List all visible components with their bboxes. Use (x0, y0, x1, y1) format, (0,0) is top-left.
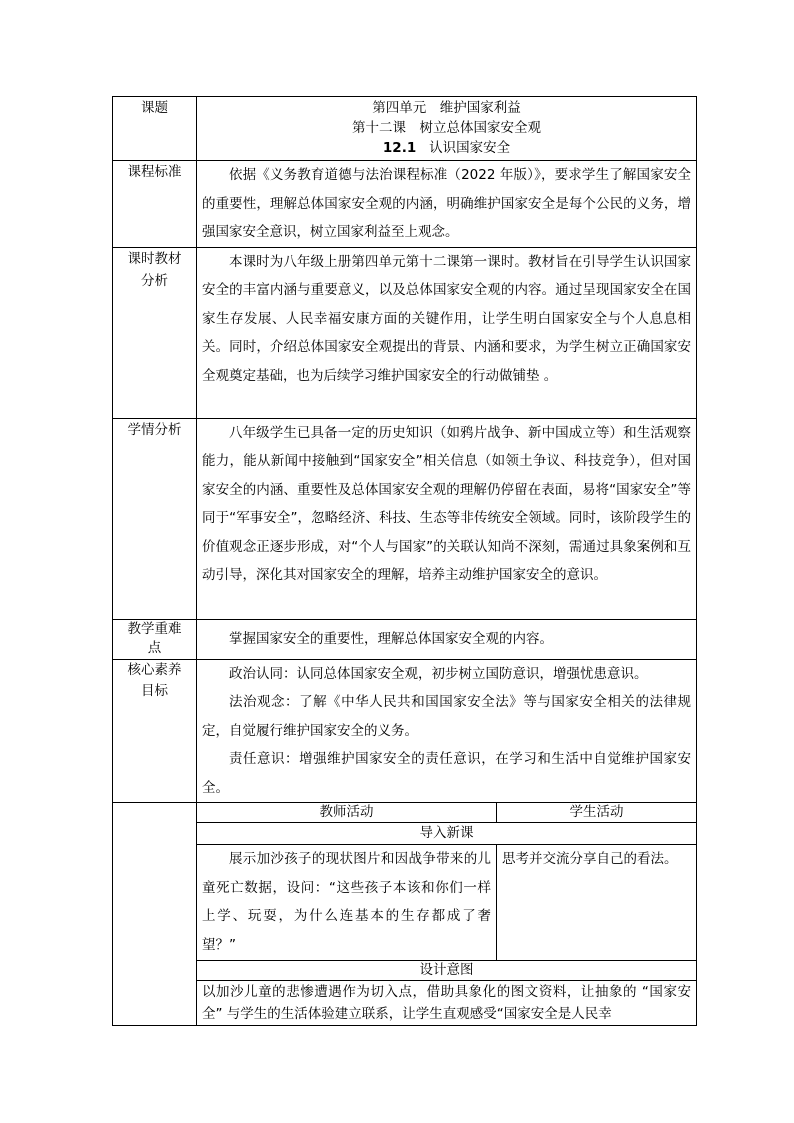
intro-activity-row (113, 845, 697, 961)
material-analysis-row (113, 247, 697, 418)
material-analysis-label (113, 247, 197, 418)
key-points-row (113, 619, 697, 659)
topic-row (113, 97, 697, 161)
key-points-label: 教学重难点 (113, 619, 197, 659)
student-analysis-text: 八年级学生已具备一定的历史知识（如鸦片战争、新中国成立等）和生活观察能力，能从新闻中接触到“国家安全”相关信息（如领土争议、科技竞争），但对国家安全的内涵、重要性及总体国家安全观的理解仍停留在表面，易将“国家安全”等同于“军事安全”，忽略经济、科技、生态等非传统安全领域。同时，该阶段学生的价值观念正逐步形成，对“个人与国家”的关联认知尚不深刻，需通过具象案例和互动引导，深化其对国家安全的理解，培养主动维护国家安全的意识。 (202, 424, 691, 583)
intro-header-row (113, 823, 697, 845)
responsibility-text: 责任意识：增强维护国家安全的责任意识，在学习和生活中自觉维护国家安全。 (202, 751, 691, 796)
material-analysis-text: 本课时为八年级上册第四单元第十二课第一课时。教材旨在引导学生认识国家安全的丰富内涵与重要意义，以及总体国家安全观的内容。通过呈现国家安全在国家生存发展、人民幸福安康方面的关键作用，让学生明白国家安全与个人息息相关。同时，介绍总体国家安全观提出的背景、内涵和要求，为学生树立正确国家安全观奠定基础，也为后续学习维护国家安全的行动做铺垫 。 (202, 253, 691, 384)
teacher-activity-header: 教师活动 (197, 803, 497, 823)
unit-title: 第四单元 维护国家利益 (372, 100, 521, 116)
core-literacy-label-line1: 核心素养 (127, 661, 182, 678)
material-analysis-label-line2: 分析 (141, 272, 168, 289)
lesson-title: 第十二课 树立总体国家安全观 (352, 120, 541, 136)
core-literacy-row (113, 659, 697, 803)
curriculum-standard-cell (197, 161, 697, 248)
activities-side-cell (113, 803, 197, 1026)
activities-header-row (113, 803, 697, 823)
teacher-activity-cell (197, 845, 497, 961)
curriculum-standard-label: 课程标准 (113, 161, 197, 248)
material-analysis-cell (197, 247, 697, 418)
curriculum-standard-row (113, 161, 697, 248)
design-intent-header: 设计意图 (197, 961, 697, 981)
teacher-activity-text: 展示加沙孩子的现状图片和因战争带来的儿童死亡数据，设问：“这些孩子本该和你们一样上学、玩耍，为什么连基本的生存都成了奢望？” (202, 851, 491, 953)
topic-label: 课题 (113, 97, 197, 161)
intro-header: 导入新课 (197, 823, 697, 845)
student-analysis-label: 学情分析 (113, 418, 197, 619)
core-literacy-label (113, 659, 197, 803)
material-analysis-label-line1: 课时教材 (127, 250, 182, 267)
lesson-plan-table (112, 96, 697, 1026)
political-identity-text: 政治认同：认同总体国家安全观，初步树立国防意识，增强忧患意识。 (229, 665, 648, 682)
core-literacy-label-line2: 目标 (141, 682, 168, 699)
design-intent-text: 以加沙儿童的悲惨遭遇作为切入点，借助具象化的图文资料，让抽象的 “国家安全” 与学生的生活体验建立联系，让学生直观感受“国家安全是人民幸 (202, 984, 691, 1022)
student-analysis-cell (197, 418, 697, 619)
section-number: 12.1 (382, 140, 417, 156)
core-literacy-cell (197, 659, 697, 803)
student-analysis-row (113, 418, 697, 619)
design-intent-cell (197, 981, 697, 1026)
legal-concept-text: 法治观念：了解《中华人民共和国国家安全法》等与国家安全相关的法律规定，自觉履行维护国家安全的义务。 (202, 694, 691, 739)
section-title (202, 138, 691, 158)
student-activity-text: 思考并交流分享自己的看法。 (502, 851, 678, 867)
key-points-cell (197, 619, 697, 659)
topic-cell (197, 97, 697, 161)
design-intent-row (113, 981, 697, 1026)
student-activity-header: 学生活动 (497, 803, 697, 823)
student-activity-cell (497, 845, 697, 961)
section-name: 认识国家安全 (429, 140, 511, 156)
key-points-text: 掌握国家安全的重要性，理解总体国家安全观的内容。 (229, 630, 553, 647)
design-header-row (113, 961, 697, 981)
curriculum-standard-text: 依据《义务教育道德与法治课程标准（2022 年版）》，要求学生了解国家安全的重要性，理解总体国家安全观的内涵，明确维护国家安全是每个公民的义务，增强国家安全意识，树立国家利益至上观念。 (202, 167, 691, 240)
